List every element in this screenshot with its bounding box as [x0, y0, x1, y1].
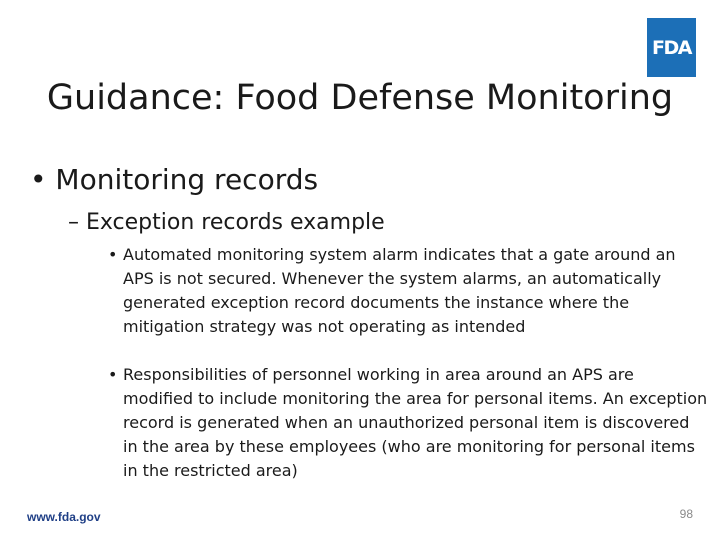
bullet-dot-icon: • — [108, 365, 118, 384]
slide-title: Guidance: Food Defense Monitoring — [46, 78, 674, 118]
page-number: 98 — [679, 507, 693, 521]
fda-logo-text: FDA — [652, 36, 691, 59]
bullet-dot-icon: • — [30, 163, 56, 196]
bullet-dot-icon: • — [108, 245, 118, 264]
list-item — [108, 243, 708, 339]
footer-link[interactable]: www.fda.gov — [27, 510, 101, 524]
list-item — [108, 363, 708, 483]
bullet-monitoring-records — [30, 160, 318, 200]
list-item-text: Automated monitoring system alarm indicates that a gate around an APS is not secured. Whenever the system alarms, an automatically generated exception record documents the instance where the mitigation strategy was not operating as intended — [123, 245, 676, 336]
bullet-monitoring-records-text: Monitoring records — [55, 163, 319, 196]
sub-bullet-exception-records — [68, 207, 385, 239]
dash-icon: – — [68, 210, 86, 235]
list-item-text: Responsibilities of personnel working in area around an APS are modified to include monitoring the area for personal items. An exception record is generated when an unauthorized personal item is discovered in the area by these employees (who are monitoring for personal items in the restricted area) — [123, 365, 708, 480]
sub-bullet-text: Exception records example — [86, 210, 385, 235]
fda-logo — [647, 18, 696, 77]
